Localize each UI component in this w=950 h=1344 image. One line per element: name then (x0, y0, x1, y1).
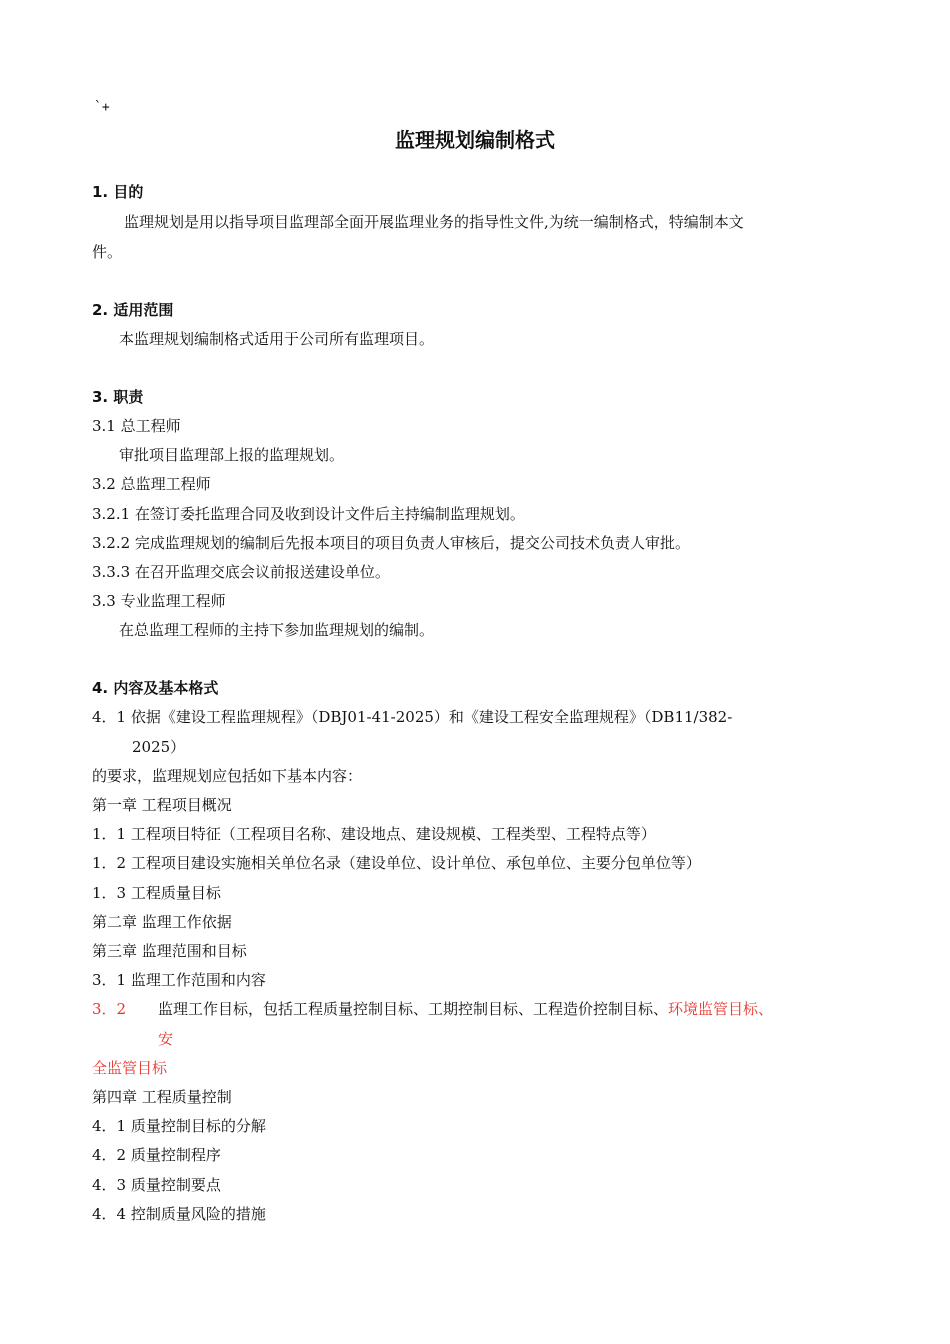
item-3-1-text: 审批项目监理部上报的监理规划。 (119, 446, 345, 464)
section-1-paragraph: 监理规划是用以指导项目监理部全面开展监理业务的指导性文件,为统一编制格式，特编制本文 (124, 213, 744, 231)
section-4-heading: 4. 内容及基本格式 (92, 679, 219, 697)
item-c4-3: 4．3 质量控制要点 (92, 1176, 221, 1194)
stray-mark: `+ (94, 100, 110, 115)
chapter-3: 第三章 监理范围和目标 (92, 942, 247, 960)
chapter-2: 第二章 监理工作依据 (92, 913, 232, 931)
page-title: 监理规划编制格式 (395, 128, 555, 152)
item-c3-1: 3．1 监理工作范围和内容 (92, 971, 266, 989)
section-1-heading: 1. 目的 (92, 183, 144, 201)
item-c1-1: 1．1 工程项目特征（工程项目名称、建设地点、建设规模、工程类型、工程特点等） (92, 825, 656, 843)
chapter-1: 第一章 工程项目概况 (92, 796, 232, 814)
item-3-3-3: 3.3.3 在召开监理交底会议前报送建设单位。 (92, 563, 390, 581)
item-4-1-requirement: 的要求，监理规划应包括如下基本内容： (92, 767, 363, 785)
item-3-2-2: 3.2.2 完成监理规划的编制后先报本项目的项目负责人审核后，提交公司技术负责人审批。 (92, 534, 690, 552)
item-c3-2-highlight: 环境监管目标、 (668, 1000, 774, 1018)
item-c3-2-number: 3．2 (92, 1000, 127, 1018)
item-3-2-1: 3.2.1 在签订委托监理合同及收到设计文件后主持编制监理规划。 (92, 505, 525, 523)
item-3-2: 3.2 总监理工程师 (92, 475, 211, 493)
item-c3-2-text (158, 999, 773, 1019)
section-3-heading: 3. 职责 (92, 388, 144, 406)
section-2-heading: 2. 适用范围 (92, 301, 174, 319)
item-4-1: 4．1 依据《建设工程监理规程》（DBJ01-41-2025）和《建设工程安全监理规程》（DB11/382- (92, 708, 733, 726)
item-c4-1: 4．1 质量控制目标的分解 (92, 1117, 266, 1135)
item-3-1: 3.1 总工程师 (92, 417, 181, 435)
item-c4-2: 4．2 质量控制程序 (92, 1146, 221, 1164)
item-c3-2-main: 监理工作目标，包括工程质量控制目标、工期控制目标、工程造价控制目标、 (158, 1000, 669, 1018)
section-1-paragraph-cont: 件。 (92, 243, 123, 261)
chapter-4: 第四章 工程质量控制 (92, 1088, 232, 1106)
item-c3-2-highlight-cont: 安 (158, 1030, 174, 1048)
item-3-3-text: 在总监理工程师的主持下参加监理规划的编制。 (119, 621, 435, 639)
item-c4-4: 4．4 控制质量风险的措施 (92, 1205, 266, 1223)
item-c1-2: 1．2 工程项目建设实施相关单位名录（建设单位、设计单位、承包单位、主要分包单位等） (92, 854, 701, 872)
item-4-1-cont: 2025） (132, 738, 186, 756)
section-2-paragraph: 本监理规划编制格式适用于公司所有监理项目。 (119, 330, 435, 348)
item-c1-3: 1．3 工程质量目标 (92, 884, 221, 902)
item-c3-2-highlight-end: 全监管目标 (92, 1059, 168, 1077)
item-3-3: 3.3 专业监理工程师 (92, 592, 226, 610)
